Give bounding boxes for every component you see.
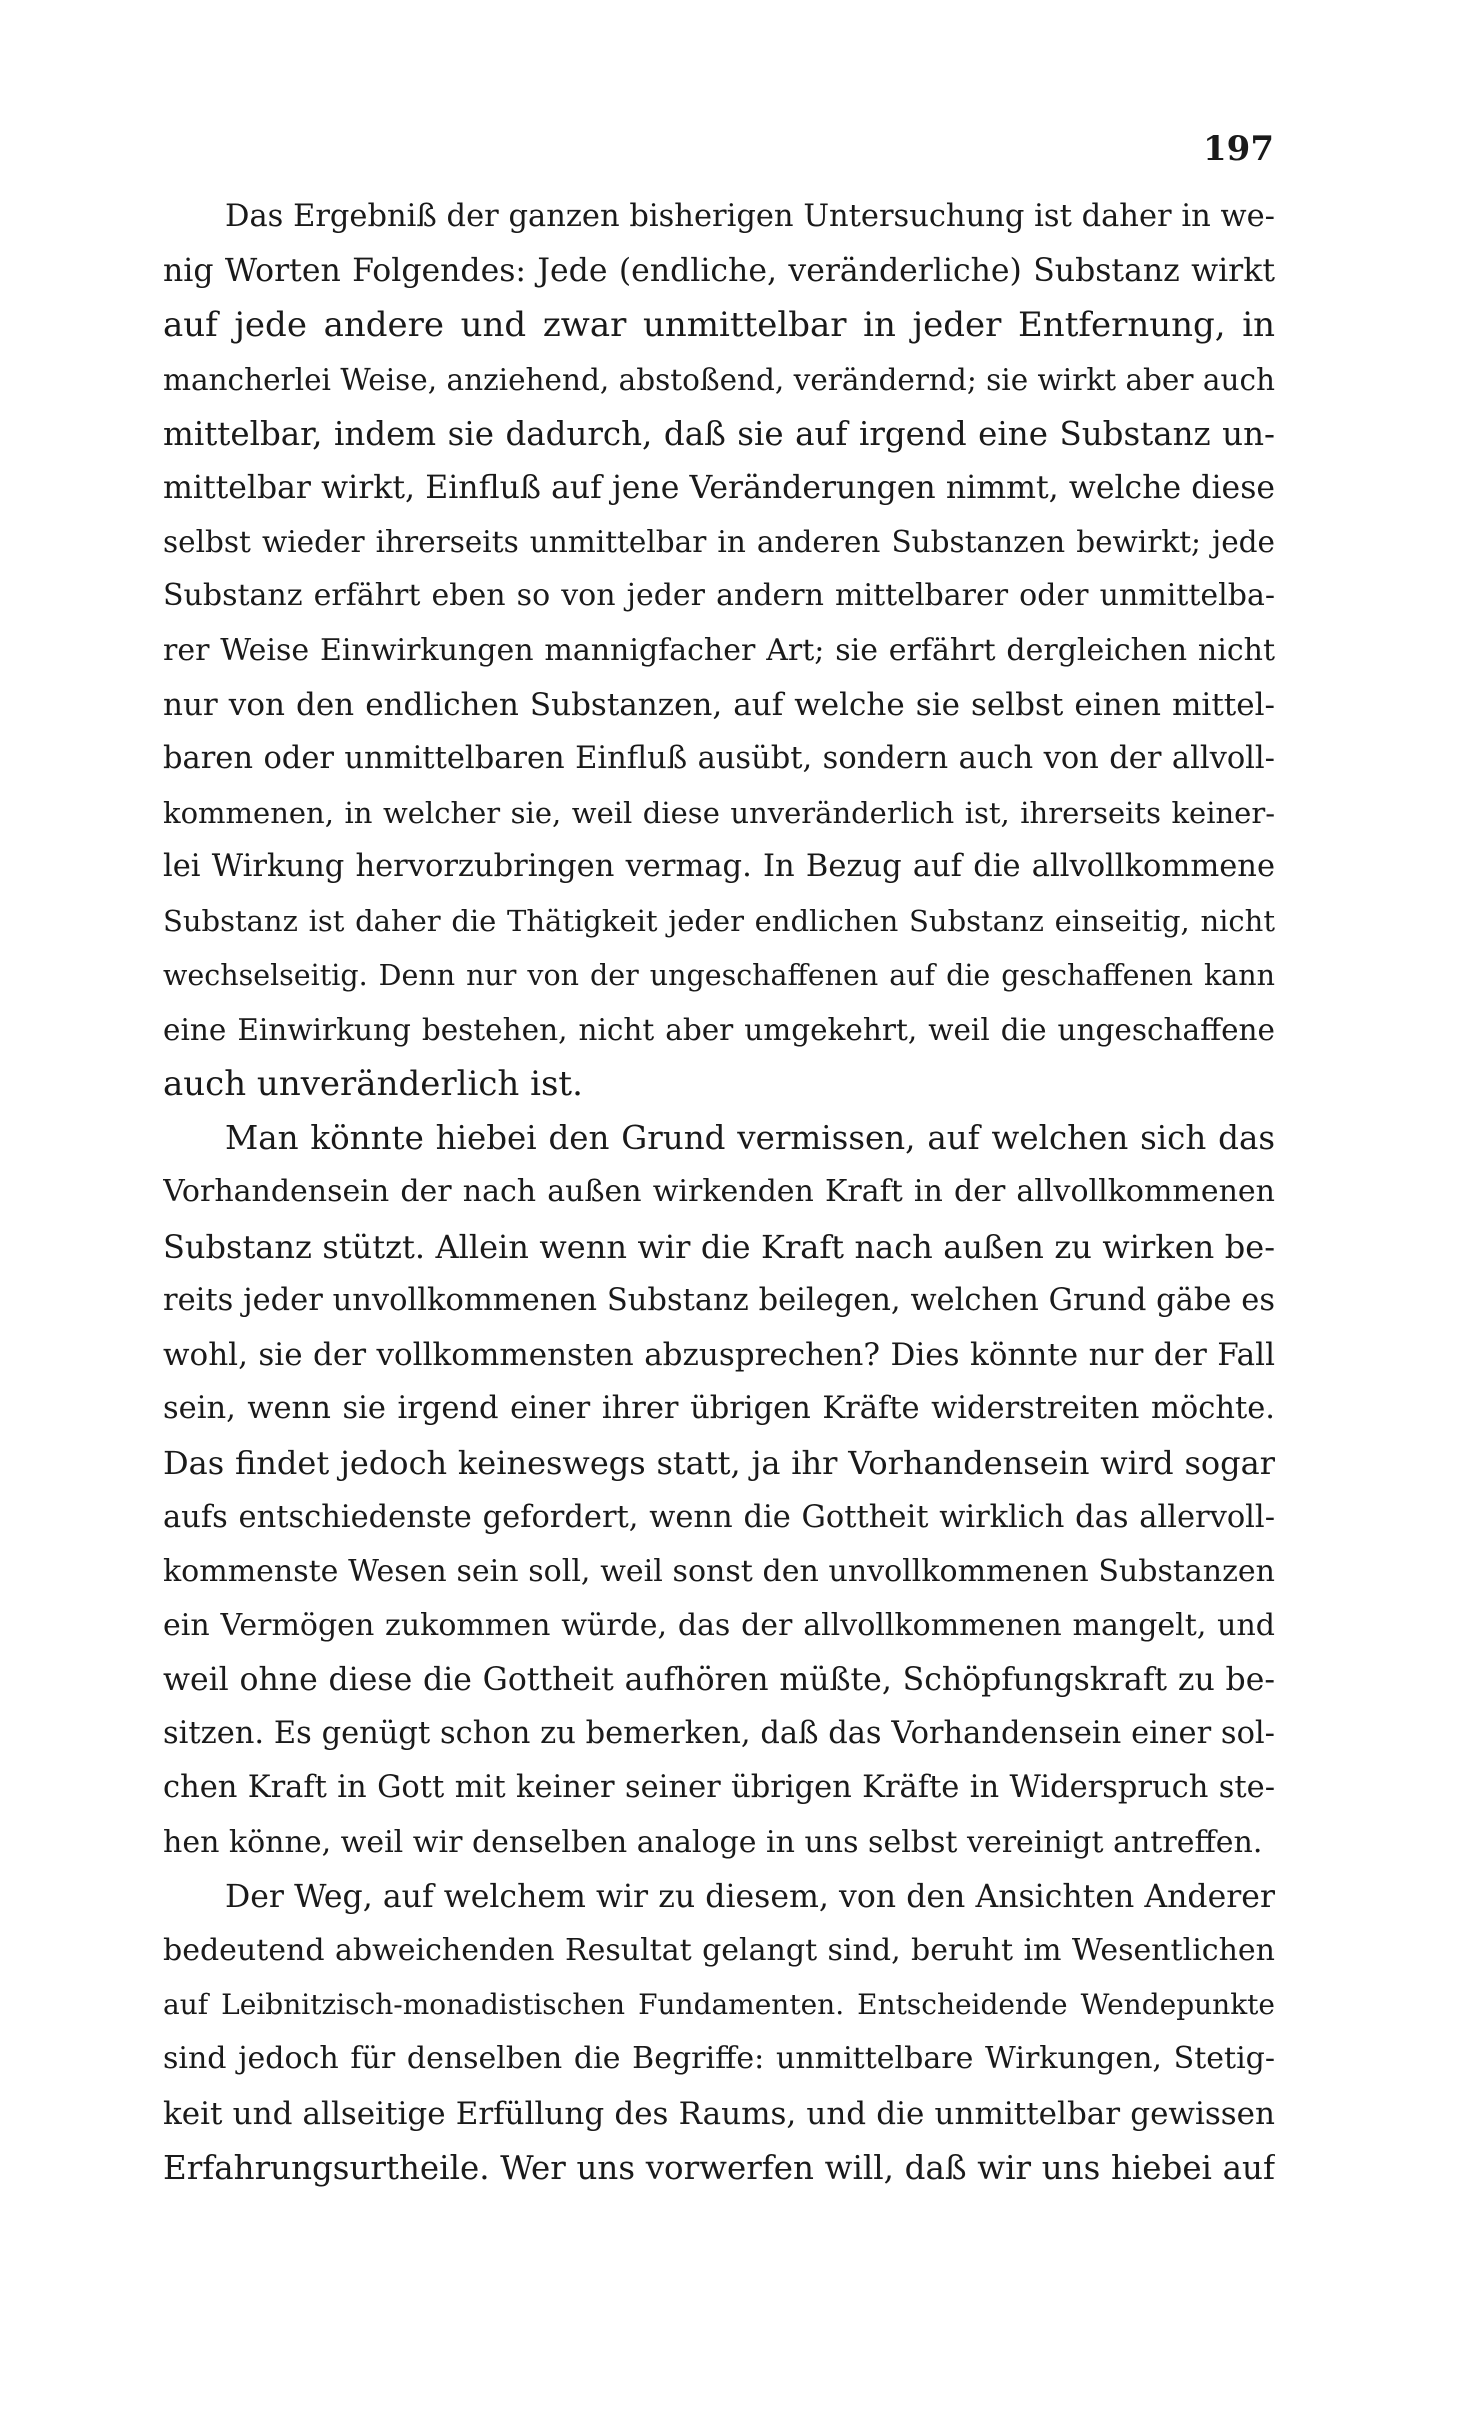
paragraph-1 [163,190,1275,1111]
text-line: auf Leibnitzisch-monadistischen Fundamenten. Entscheidende Wendepunkte [163,1988,1275,2022]
text-line: Substanz ist daher die Thätigkeit jeder endlichen Substanz einseitig, nicht [163,904,1275,939]
text-line: mittelbar wirkt, Einfluß auf jene Veränderungen nimmt, welche diese [163,469,1275,506]
text-line: ein Vermögen zukommen würde, das der allvollkommenen mangelt, und [163,1607,1275,1643]
text-line: Der Weg, auf welchem wir zu diesem, von den Ansichten Anderer [225,1878,1275,1915]
text-line: wechselseitig. Denn nur von der ungeschaffenen auf die geschaffenen kann [163,958,1275,992]
text-line: nur von den endlichen Substanzen, auf welche sie selbst einen mittel- [163,686,1275,723]
text-line: hen könne, weil wir denselben analoge in uns selbst vereinigt antreffen. [163,1824,1263,1860]
page-number: 197 [1203,129,1274,169]
text-line: reits jeder unvollkommenen Substanz beilegen, welchen Grund gäbe es [163,1282,1275,1318]
text-line: kommenen, in welcher sie, weil diese unveränderlich ist, ihrerseits keiner- [163,796,1275,831]
text-line: Das Ergebniß der ganzen bisherigen Untersuchung ist daher in we- [225,199,1275,234]
text-line: selbst wieder ihrerseits unmittelbar in anderen Substanzen bewirkt; jede [163,525,1275,560]
text-line: kommenste Wesen sein soll, weil sonst den unvollkommenen Substanzen [163,1553,1275,1589]
text-line: sein, wenn sie irgend einer ihrer übrigen Kräfte widerstreiten möchte. [163,1391,1275,1427]
text-line: baren oder unmittelbaren Einfluß ausübt, sondern auch von der allvoll- [163,740,1275,776]
paragraph-2 [163,1111,1275,1870]
text-line: weil ohne diese die Gottheit aufhören müßte, Schöpfungskraft zu be- [163,1662,1275,1699]
text-line: chen Kraft in Gott mit keiner seiner übrigen Kräfte in Widerspruch ste- [163,1770,1275,1806]
text-line: eine Einwirkung bestehen, nicht aber umgekehrt, weil die ungeschaffene [163,1012,1275,1047]
text-line: Man könnte hiebei den Grund vermissen, auf welchen sich das [225,1119,1275,1158]
paragraph-3 [163,1870,1275,2195]
text-line: Substanz stützt. Allein wenn wir die Kraft nach außen zu wirken be- [163,1227,1275,1266]
text-line: sitzen. Es genügt schon zu bemerken, daß das Vorhandensein einer sol- [163,1716,1275,1752]
text-line: lei Wirkung hervorzubringen vermag. In Bezug auf die allvollkommene [163,849,1275,885]
text-line: nig Worten Folgendes: Jede (endliche, veränderliche) Substanz wirkt [163,253,1275,290]
text-line: mancherlei Weise, anziehend, abstoßend, verändernd; sie wirkt aber auch [163,362,1275,397]
text-line: auf jede andere und zwar unmittelbar in jeder Entfernung, in [163,305,1275,346]
text-line: keit und allseitige Erfüllung des Raums, und die unmittelbar gewissen [163,2095,1275,2132]
text-line: Erfahrungsurtheile. Wer uns vorwerfen will, daß wir uns hiebei auf [163,2148,1275,2187]
text-line: Das findet jedoch keineswegs statt, ja ihr Vorhandensein wird sogar [163,1444,1275,1483]
text-line: Vorhandensein der nach außen wirkenden Kraft in der allvollkommenen [163,1174,1275,1210]
text-line: bedeutend abweichenden Resultat gelangt sind, beruht im Wesentlichen [163,1933,1275,1968]
body-text [163,190,1275,2195]
text-line: auch unveränderlich ist. [163,1064,583,1104]
text-line: rer Weise Einwirkungen mannigfacher Art; sie erfährt dergleichen nicht [163,632,1275,668]
text-line: wohl, sie der vollkommensten abzusprechen? Dies könnte nur der Fall [163,1336,1275,1373]
text-line: mittelbar, indem sie dadurch, daß sie auf irgend eine Substanz un- [163,414,1275,453]
text-line: aufs entschiedenste gefordert, wenn die Gottheit wirklich das allervoll- [163,1499,1275,1535]
text-line: sind jedoch für denselben die Begriffe: unmittelbare Wirkungen, Stetig- [163,2041,1275,2077]
text-line: Substanz erfährt eben so von jeder andern mittelbarer oder unmittelba- [163,578,1275,614]
